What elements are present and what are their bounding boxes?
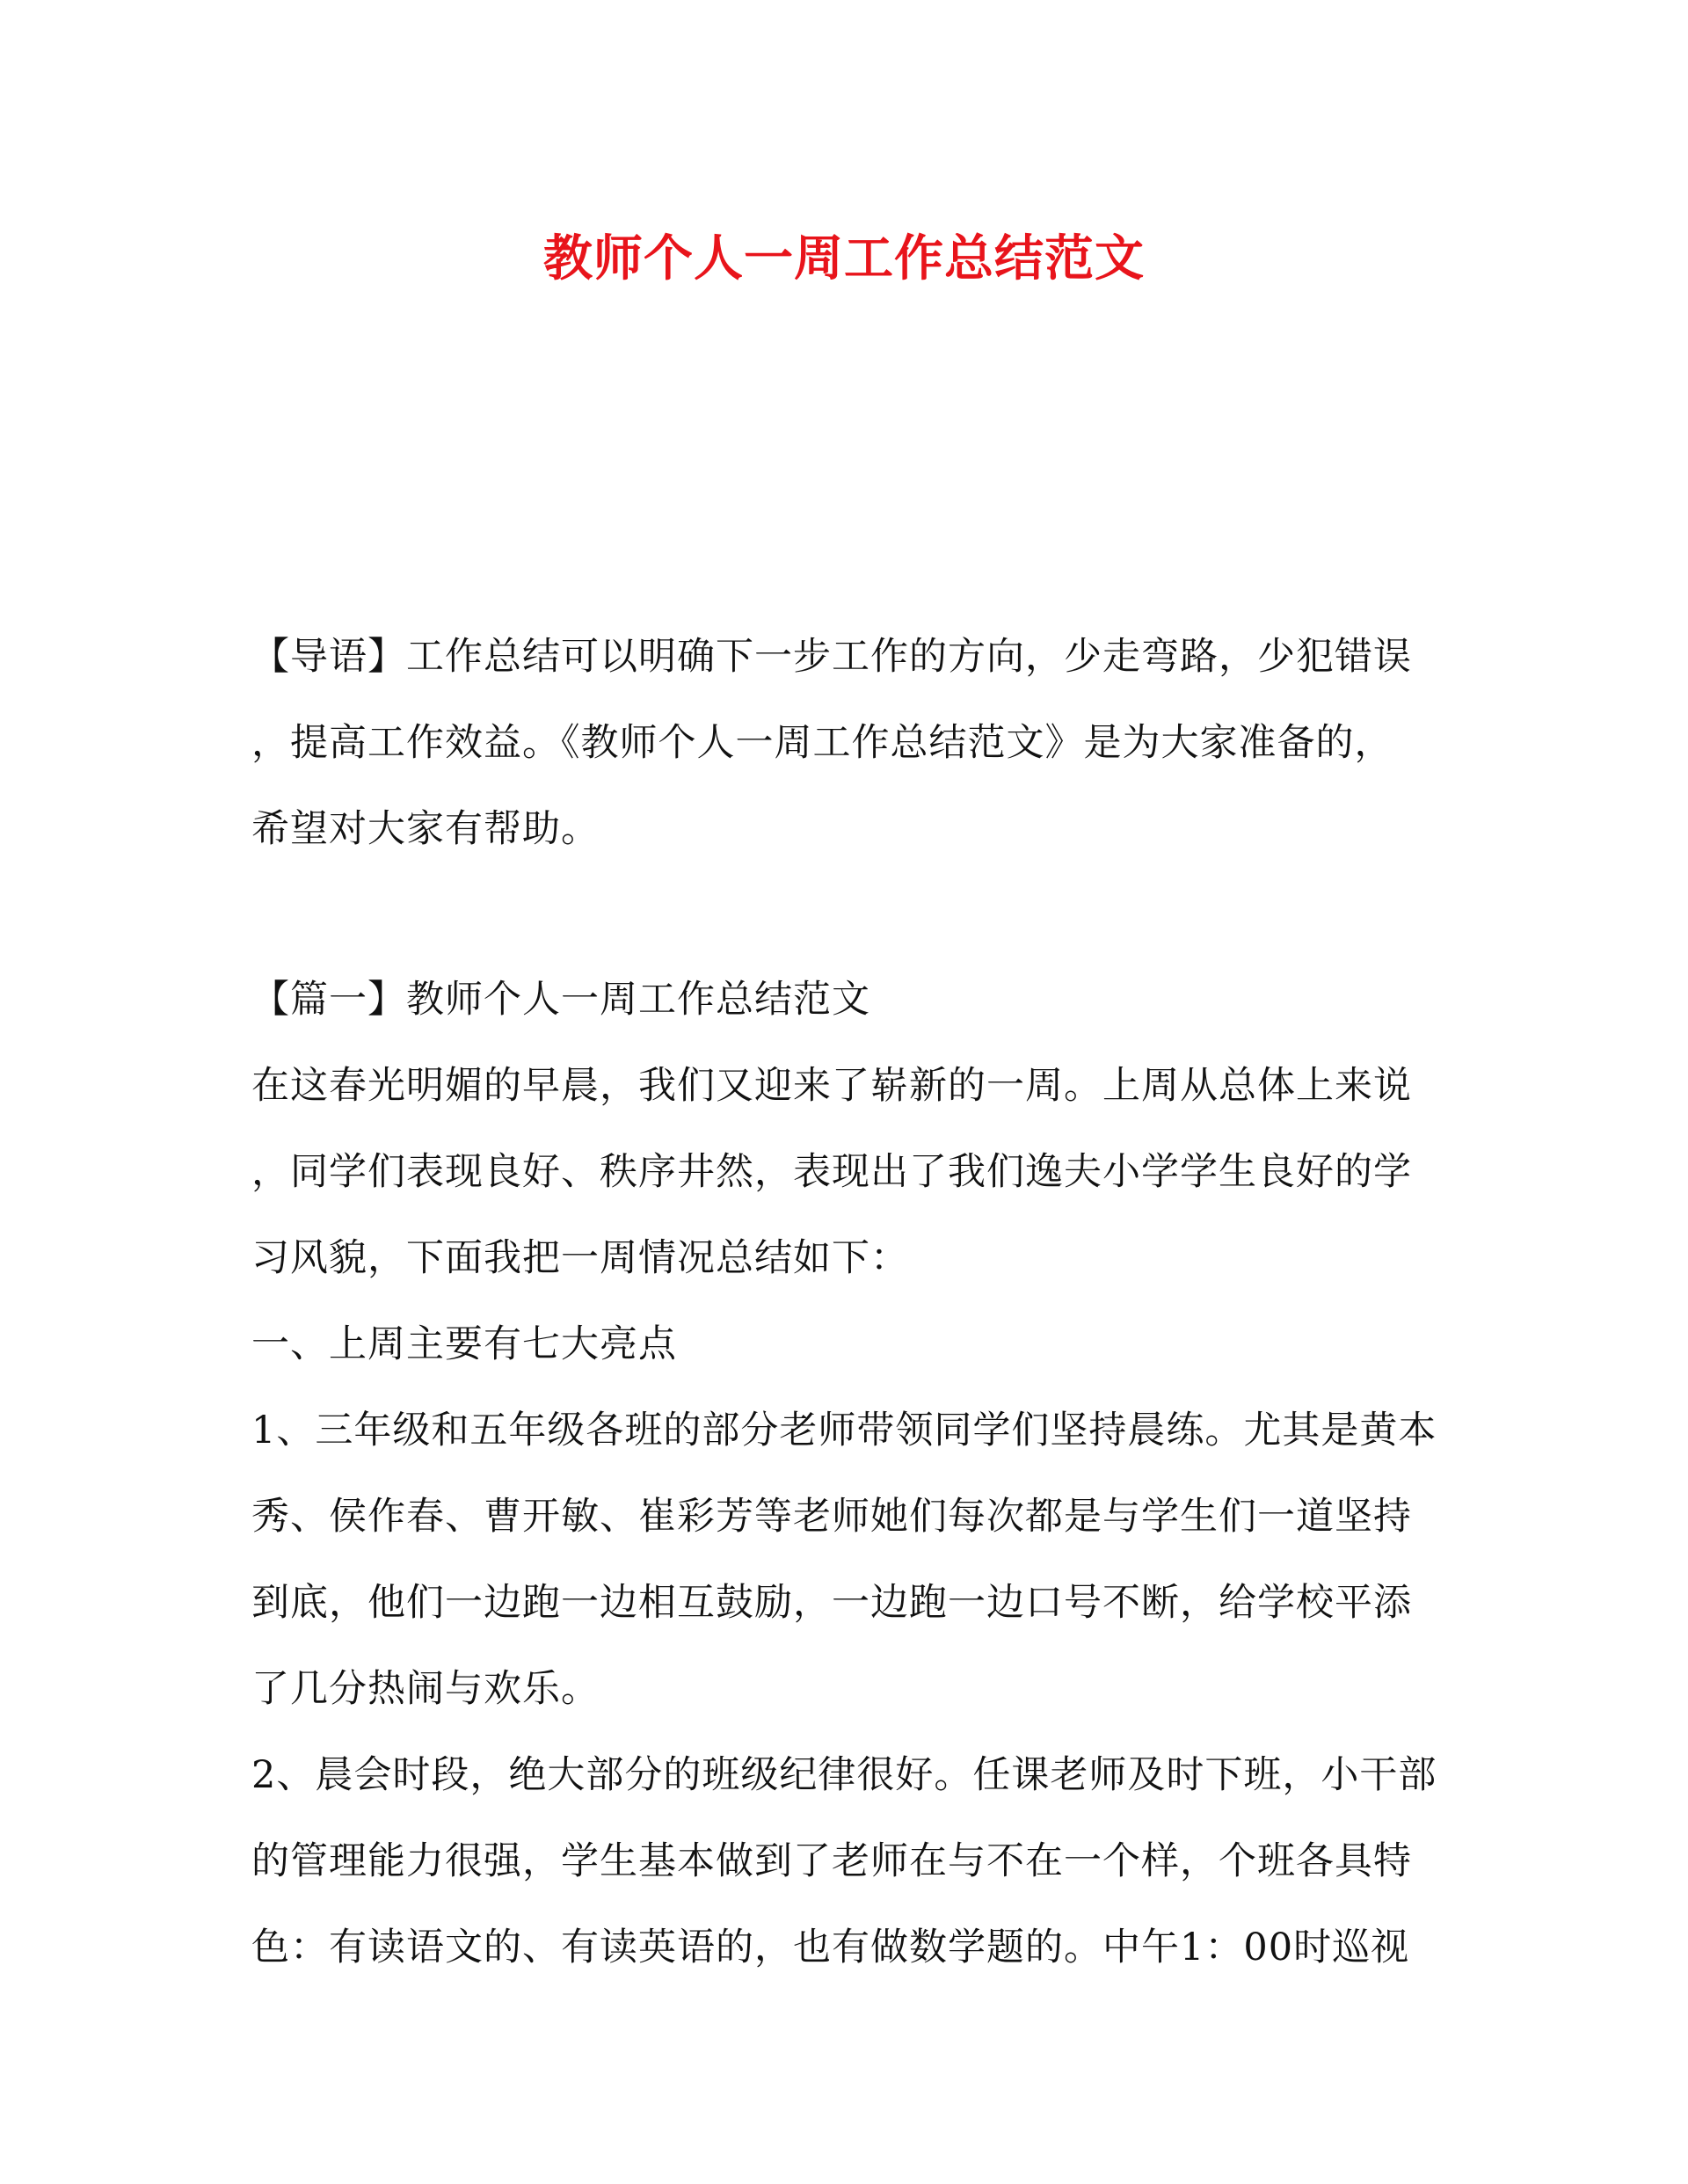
document-title: 教师个人一周工作总结范文 <box>543 229 1145 288</box>
body-line: 了几分热闹与欢乐。 <box>251 1667 600 1711</box>
body-line: 色：有读语文的、有读英语的，也有做数学题的。中午1：00时巡视 <box>251 1926 1410 1969</box>
section-heading: 【篇一】教师个人一周工作总结范文 <box>251 978 870 1022</box>
intro-line: ，提高工作效益。《教师个人一周工作总结范文》是为大家准备的， <box>251 721 1393 765</box>
body-line: 习风貌，下面我把一周情况总结如下： <box>251 1236 909 1280</box>
body-line: 一、上周主要有七大亮点 <box>251 1322 677 1366</box>
body-line: 1、三年级和五年级各班的部分老师带领同学们坚持晨练。尤其是黄本 <box>251 1409 1437 1452</box>
body-line: 到底，他们一边跑一边相互鼓励，一边跑一边口号不断，给学校平添 <box>251 1581 1412 1625</box>
body-line: 2、晨会时段，绝大部分的班级纪律很好。任课老师及时下班，小干部 <box>251 1753 1437 1797</box>
body-line: 在这春光明媚的早晨，我们又迎来了崭新的一周。上周从总体上来说 <box>251 1064 1412 1108</box>
intro-line: 希望对大家有帮助。 <box>251 807 600 851</box>
intro-line: 【导语】工作总结可以明确下一步工作的方向，少走弯路，少犯错误 <box>251 635 1412 679</box>
body-line: 秀、侯作春、曹开敏、崔彩芳等老师她们每次都是与学生们一道坚持 <box>251 1495 1412 1539</box>
body-line: ，同学们表现良好、秩序井然，表现出了我们逸夫小学学生良好的学 <box>251 1150 1412 1194</box>
body-line: 的管理能力很强，学生基本做到了老师在与不在一个样，个班各具特 <box>251 1839 1412 1883</box>
